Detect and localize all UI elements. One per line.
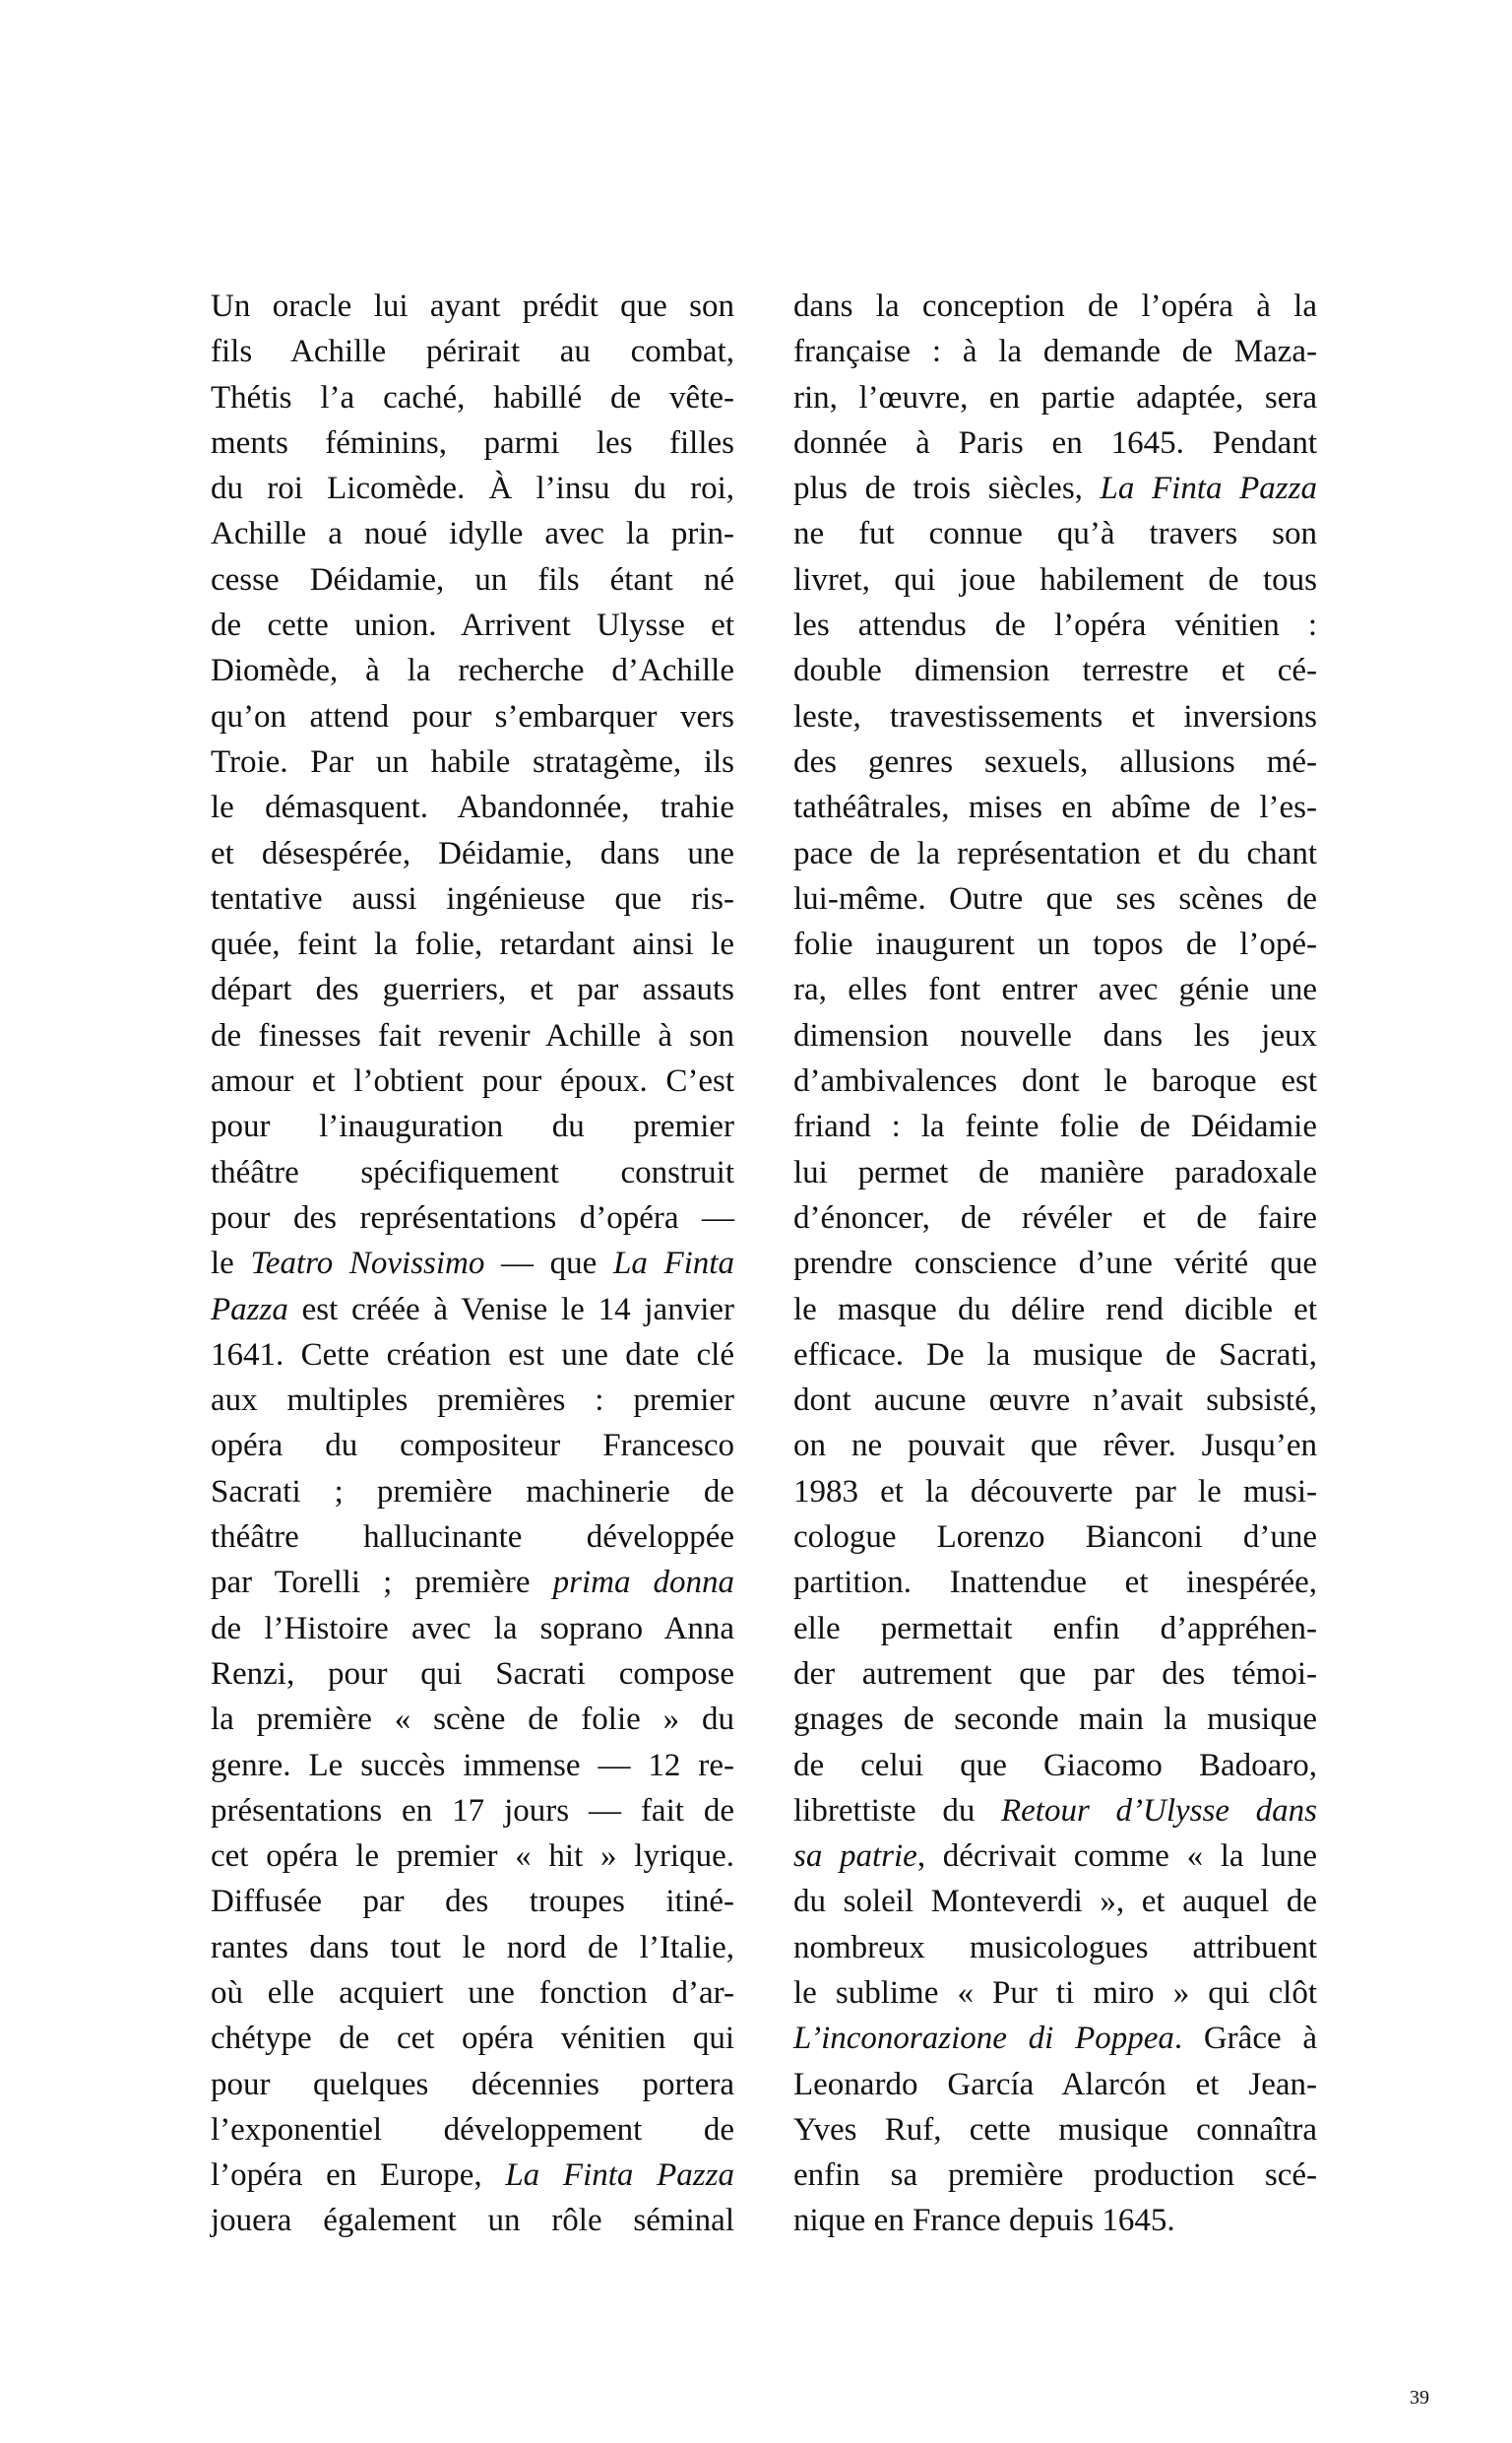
text-segment: fils Achille périrait au combat,: [211, 334, 734, 370]
text-line: [211, 1697, 734, 1742]
text-segment: 1983 et la découverte par le musi-: [793, 1473, 1317, 1510]
italic-title: La Finta Pazza: [505, 2157, 734, 2194]
text-segment: . Grâce à: [1173, 2021, 1317, 2057]
text-line: [793, 1378, 1317, 1423]
text-segment: pour l’inauguration du premier: [211, 1109, 734, 1145]
italic-title: La Finta Pazza: [1100, 471, 1317, 507]
text-segment: d’énoncer, de révéler et de faire: [793, 1199, 1317, 1236]
text-segment: de finesses fait revenir Achille à son: [211, 1017, 734, 1054]
text-line: [211, 876, 734, 922]
text-line: [793, 1606, 1317, 1651]
text-line: [793, 1651, 1317, 1697]
text-segment: le masque du délire rend dicible et: [793, 1291, 1317, 1327]
text-line: [793, 284, 1317, 329]
text-line: [211, 1287, 734, 1332]
text-line: [211, 2062, 734, 2107]
text-segment: Thétis l’a caché, habillé de vête-: [211, 379, 734, 416]
text-line: [793, 1195, 1317, 1241]
text-line: [793, 1514, 1317, 1560]
text-line: [211, 1150, 734, 1195]
italic-title: sa patrie: [793, 1838, 917, 1875]
text-segment: le sublime « Pur ti miro » qui clôt: [793, 1974, 1317, 2011]
text-segment: pour quelques décennies portera: [211, 2066, 734, 2102]
text-segment: des genres sexuels, allusions mé-: [793, 743, 1317, 780]
text-segment: aux multiples premières : premier: [211, 1382, 734, 1419]
text-line: [211, 466, 734, 511]
text-line: [793, 1925, 1317, 1970]
text-line: [793, 922, 1317, 967]
text-line: [793, 876, 1317, 922]
text-line: [793, 1287, 1317, 1332]
text-segment: 1641. Cette création est une date clé: [211, 1336, 734, 1373]
text-line: [211, 1970, 734, 2016]
text-line: [793, 2016, 1317, 2061]
text-segment: rantes dans tout le nord de l’Italie,: [211, 1929, 734, 1965]
text-line: [793, 1879, 1317, 1924]
text-segment: cet opéra le premier « hit » lyrique.: [211, 1838, 734, 1875]
text-segment: jouera également un rôle séminal: [211, 2203, 734, 2239]
text-line: [211, 1423, 734, 1468]
text-segment: elle permettait enfin d’appréhen-: [793, 1610, 1317, 1646]
text-line: [211, 648, 734, 693]
text-segment: opéra du compositeur Francesco: [211, 1428, 734, 1464]
text-segment: livret, qui joue habilement de tous: [793, 561, 1317, 598]
text-line: [793, 2062, 1317, 2107]
text-line: [211, 557, 734, 603]
text-line: [793, 1104, 1317, 1149]
text-line: [793, 1743, 1317, 1788]
text-line: [211, 1788, 734, 1833]
text-segment: la première « scène de folie » du: [211, 1702, 734, 1738]
text-segment: le: [211, 1246, 251, 1282]
text-segment: nique en France depuis 1645.: [793, 2203, 1175, 2239]
text-line: [211, 1925, 734, 1970]
text-line: [793, 967, 1317, 1012]
text-line: [211, 375, 734, 420]
text-line: [793, 1423, 1317, 1468]
text-segment: française : à la demande de Maza-: [793, 334, 1317, 370]
text-line: [211, 1059, 734, 1104]
text-segment: dont aucune œuvre n’avait subsisté,: [793, 1382, 1317, 1419]
text-segment: théâtre hallucinante développée: [211, 1519, 734, 1556]
text-line: [211, 284, 734, 329]
text-segment: cologue Lorenzo Bianconi d’une: [793, 1519, 1317, 1556]
text-segment: l’exponentiel développement de: [211, 2111, 734, 2148]
text-segment: lui permet de manière paradoxale: [793, 1154, 1317, 1190]
text-segment: de celui que Giacomo Badoaro,: [793, 1747, 1317, 1783]
text-line: [211, 785, 734, 830]
text-line: [211, 1743, 734, 1788]
text-line: [793, 1788, 1317, 1833]
text-segment: plus de trois siècles,: [793, 471, 1101, 507]
text-line: [211, 1195, 734, 1241]
text-segment: théâtre spécifiquement construit: [211, 1154, 734, 1190]
text-segment: double dimension terrestre et cé-: [793, 653, 1317, 689]
text-segment: ments féminins, parmi les filles: [211, 424, 734, 461]
text-segment: Sacrati ; première machinerie de: [211, 1473, 734, 1510]
text-segment: dans la conception de l’opéra à la: [793, 289, 1317, 324]
text-segment: Yves Ruf, cette musique connaîtra: [793, 2111, 1317, 2148]
text-line: [793, 1013, 1317, 1059]
text-line: [793, 329, 1317, 374]
text-line: [793, 694, 1317, 739]
text-segment: Un oracle lui ayant prédit que son: [211, 289, 734, 324]
text-segment: donnée à Paris en 1645. Pendant: [793, 424, 1317, 461]
text-line: [793, 1241, 1317, 1286]
text-segment: leste, travestissements et inversions: [793, 698, 1317, 735]
text-line: [793, 557, 1317, 603]
text-line: [793, 1560, 1317, 1605]
text-line: [793, 739, 1317, 785]
text-segment: pour des représentations d’opéra —: [211, 1199, 734, 1236]
text-line: [211, 1104, 734, 1149]
italic-title: L’inconorazione di Poppea: [793, 2021, 1174, 2057]
text-line: [211, 2107, 734, 2153]
text-segment: efficace. De la musique de Sacrati,: [793, 1336, 1317, 1373]
text-segment: de cette union. Arrivent Ulysse et: [211, 608, 734, 644]
text-segment: tathéâtrales, mises en abîme de l’es-: [793, 790, 1317, 826]
text-segment: de l’Histoire avec la soprano Anna: [211, 1610, 734, 1646]
text-segment: prendre conscience d’une vérité que: [793, 1246, 1317, 1282]
text-segment: , décrivait comme « la lune: [916, 1838, 1318, 1875]
text-segment: folie inaugurent un topos de l’opé-: [793, 927, 1317, 963]
text-segment: par Torelli ; première: [211, 1565, 553, 1601]
text-line: [211, 1560, 734, 1605]
text-segment: départ des guerriers, et par assauts: [211, 972, 734, 1008]
text-line: [211, 511, 734, 556]
text-line: [211, 694, 734, 739]
italic-title: prima donna: [552, 1565, 735, 1601]
italic-title: Teatro Novissimo: [250, 1246, 485, 1282]
text-segment: Troie. Par un habile stratagème, ils: [211, 743, 734, 780]
text-segment: le démasquent. Abandonnée, trahie: [211, 790, 734, 826]
text-line: [793, 1970, 1317, 2016]
text-line: [211, 1606, 734, 1651]
text-line: [793, 1697, 1317, 1742]
text-segment: genre. Le succès immense — 12 re-: [211, 1747, 734, 1783]
text-line: [211, 1469, 734, 1514]
text-line: [211, 922, 734, 967]
text-line: [793, 1332, 1317, 1378]
text-segment: du roi Licomède. À l’insu du roi,: [211, 471, 734, 507]
text-segment: où elle acquiert une fonction d’ar-: [211, 1974, 734, 2011]
text-segment: on ne pouvait que rêver. Jusqu’en: [793, 1428, 1317, 1464]
text-line: [211, 1879, 734, 1924]
text-line: [793, 511, 1317, 556]
text-line: [211, 1651, 734, 1697]
text-line: [793, 1059, 1317, 1104]
text-segment: Diffusée par des troupes itiné-: [211, 1884, 734, 1920]
text-line: [211, 603, 734, 648]
text-segment: pace de la représentation et du chant: [793, 835, 1317, 871]
page-number: 39: [1410, 2387, 1429, 2409]
text-segment: du soleil Monteverdi », et auquel de: [793, 1884, 1317, 1920]
text-line: [211, 2198, 734, 2243]
text-segment: qu’on attend pour s’embarquer vers: [211, 698, 734, 735]
text-segment: der autrement que par des témoi-: [793, 1655, 1317, 1692]
text-segment: dimension nouvelle dans les jeux: [793, 1017, 1317, 1054]
text-line: [793, 1150, 1317, 1195]
text-line: [211, 831, 734, 876]
italic-title: La Finta: [612, 1246, 734, 1282]
text-line: [211, 739, 734, 785]
text-segment: nombreux musicologues attribuent: [793, 1929, 1317, 1965]
text-segment: Achille a noué idylle avec la prin-: [211, 516, 734, 552]
text-line: [793, 648, 1317, 693]
text-line: [211, 2153, 734, 2198]
text-line: [211, 1332, 734, 1378]
text-segment: librettiste du: [793, 1792, 1001, 1829]
text-segment: quée, feint la folie, retardant ainsi le: [211, 927, 734, 963]
text-column-left: [211, 284, 734, 2244]
text-segment: lui-même. Outre que ses scènes de: [793, 880, 1317, 917]
text-segment: ra, elles font entrer avec génie une: [793, 972, 1317, 1008]
text-line: [793, 831, 1317, 876]
text-line: [793, 785, 1317, 830]
text-line: [211, 1241, 734, 1286]
text-line: [211, 420, 734, 466]
text-segment: l’opéra en Europe,: [211, 2157, 506, 2194]
text-line: [793, 1833, 1317, 1879]
text-line: [793, 1469, 1317, 1514]
italic-title: Retour d’Ulysse dans: [1001, 1792, 1317, 1829]
text-segment: enfin sa première production scé-: [793, 2157, 1317, 2194]
text-line: [211, 1378, 734, 1423]
text-segment: — que: [484, 1246, 613, 1282]
text-line: [211, 1013, 734, 1059]
text-segment: Leonardo García Alarcón et Jean-: [793, 2066, 1317, 2102]
text-segment: friand : la feinte folie de Déidamie: [793, 1109, 1317, 1145]
text-line: [793, 2153, 1317, 2198]
text-segment: amour et l’obtient pour époux. C’est: [211, 1063, 734, 1100]
text-line: [211, 1833, 734, 1879]
text-segment: cesse Déidamie, un fils étant né: [211, 561, 734, 598]
text-line: [793, 375, 1317, 420]
text-segment: ne fut connue qu’à travers son: [793, 516, 1317, 552]
text-segment: Diomède, à la recherche d’Achille: [211, 653, 734, 689]
text-line: [211, 329, 734, 374]
text-line: [211, 967, 734, 1012]
text-segment: gnages de seconde main la musique: [793, 1702, 1317, 1738]
text-segment: tentative aussi ingénieuse que ris-: [211, 880, 734, 917]
text-line: [793, 2198, 1317, 2243]
text-line: [793, 603, 1317, 648]
text-line: [793, 466, 1317, 511]
text-segment: et désespérée, Déidamie, dans une: [211, 835, 734, 871]
italic-title: Pazza: [211, 1291, 288, 1327]
text-column-right: [793, 284, 1317, 2244]
text-segment: partition. Inattendue et inespérée,: [793, 1565, 1317, 1601]
text-line: [793, 420, 1317, 466]
text-line: [793, 2107, 1317, 2153]
text-segment: est créée à Venise le 14 janvier: [287, 1291, 734, 1327]
text-segment: chétype de cet opéra vénitien qui: [211, 2021, 734, 2057]
text-line: [211, 1514, 734, 1560]
text-segment: présentations en 17 jours — fait de: [211, 1792, 734, 1829]
text-segment: les attendus de l’opéra vénitien :: [793, 608, 1317, 644]
text-segment: rin, l’œuvre, en partie adaptée, sera: [793, 379, 1317, 416]
text-segment: Renzi, pour qui Sacrati compose: [211, 1655, 734, 1692]
text-segment: d’ambivalences dont le baroque est: [793, 1063, 1317, 1100]
text-line: [211, 2016, 734, 2061]
